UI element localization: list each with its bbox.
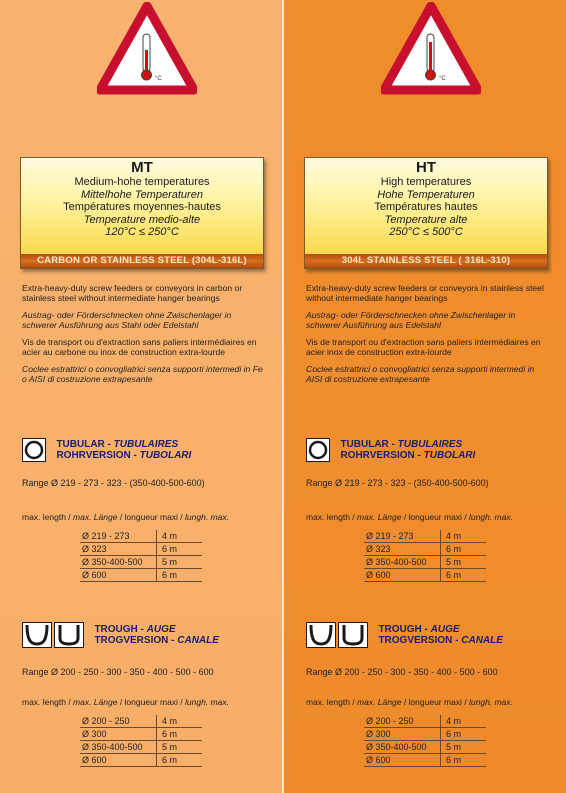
trough-title-en: TROUGH - xyxy=(94,624,147,635)
desc-de: Austrag- oder Förderschnecken ohne Zwischenlager in schwerer Ausführung aus Stahl oder Edelstahl xyxy=(22,310,232,330)
mt-code: MT xyxy=(131,159,153,176)
tubular-title-de: ROHRVERSION - xyxy=(340,450,424,461)
table-row: Ø 219 - 273 4 m xyxy=(80,530,202,543)
temp-line-en: High temperatures xyxy=(380,176,472,188)
temp-line-fr: Températures hautes xyxy=(374,201,478,213)
trough-length-table xyxy=(364,715,486,767)
thermometer-warning-triangle-icon xyxy=(381,2,481,97)
table-row: Ø 300 6 m xyxy=(80,728,202,741)
desc-en: Extra-heavy-duty screw feeders or conveyors in carbon or stainless steel without intermediate hanger bearings xyxy=(22,283,243,303)
temp-range: 120°C ≤ 250°C xyxy=(105,226,179,238)
tubular-title-en: TUBULAR - xyxy=(56,439,114,450)
table-row: Ø 600 6 m xyxy=(80,754,202,767)
trough-max-length: max. length / max. Länge / longueur maxi / lungh. max. xyxy=(306,697,513,707)
trough-range: Range Ø 200 - 250 - 300 - 350 - 400 - 500 - 600 xyxy=(22,667,214,677)
steel-bar: 304L STAINLESS STEEL ( 316L-310) xyxy=(305,254,547,268)
table-row: Ø 350-400-500 5 m xyxy=(364,741,486,754)
tubular-title-fr: TUBULAIRES xyxy=(397,439,463,450)
thermometer-warning-triangle-icon xyxy=(97,2,197,97)
tubular-title-it: TUBOLARI xyxy=(423,450,476,461)
svg-text:°C: °C xyxy=(439,76,446,82)
tubular-length-table xyxy=(80,530,202,582)
desc-de: Austrag- oder Förderschnecken ohne Zwischenlager in schwerer Ausführung aus Edelstahl xyxy=(306,310,516,330)
tubular-max-length: max. length / max. Länge / longueur maxi / lungh. max. xyxy=(306,512,513,522)
trough-title-it: CANALE xyxy=(177,635,219,646)
tubular-range: Range Ø 219 - 273 - 323 - (350-400-500-600) xyxy=(22,478,205,488)
tubular-max-length: max. length / max. Länge / longueur maxi / lungh. max. xyxy=(22,512,229,522)
temp-line-it: Temperature alte xyxy=(384,213,468,226)
table-row: Ø 600 6 m xyxy=(364,754,486,767)
table-row: Ø 600 6 m xyxy=(80,569,202,582)
temp-line-de: Hohe Temperaturen xyxy=(377,188,475,201)
mt-label xyxy=(20,157,264,269)
table-row: Ø 200 - 250 4 m xyxy=(80,715,202,728)
trough-title-de2: TROGVERSION - xyxy=(378,635,462,646)
mt-description xyxy=(22,283,267,391)
table-row: Ø 350-400-500 5 m xyxy=(364,556,486,569)
tubular-range: Range Ø 219 - 273 - 323 - (350-400-500-600) xyxy=(306,478,489,488)
tubular-length-table xyxy=(364,530,486,582)
tubular-title-fr: TUBULAIRES xyxy=(113,439,179,450)
desc-en: Extra-heavy-duty screw feeders or conveyors in stainless steel without intermediate hanger bearings xyxy=(306,283,544,303)
desc-fr: Vis de transport ou d'extraction sans paliers intermédiaires en acier inox de construction extra-lourde xyxy=(306,337,541,357)
steel-bar: CARBON OR STAINLESS STEEL (304L-316L) xyxy=(21,254,263,268)
svg-text:°C: °C xyxy=(155,76,162,82)
table-row: Ø 600 6 m xyxy=(364,569,486,582)
tubular-title-it: TUBOLARI xyxy=(139,450,192,461)
desc-it: Coclee estrattrici o convogliatrici senza supporti intermedi in AISI di costruzione extrapesante xyxy=(306,364,535,384)
circle-tube-icon xyxy=(306,438,330,462)
table-row: Ø 323 6 m xyxy=(364,543,486,556)
table-row: Ø 219 - 273 4 m xyxy=(364,530,486,543)
tubular-header xyxy=(22,438,191,462)
trough-title-de: AUGE xyxy=(430,624,460,635)
tubular-title-en: TUBULAR - xyxy=(340,439,398,450)
trough-length-table xyxy=(80,715,202,767)
tubular-title-de: ROHRVERSION - xyxy=(56,450,140,461)
temp-line-it: Temperature medio-alte xyxy=(83,213,201,226)
mt-column xyxy=(0,0,282,793)
desc-fr: Vis de transport ou d'extraction sans paliers intermédiaires en acier au carbone ou inox de construction extra-lourde xyxy=(22,337,257,357)
temp-range: 250°C ≤ 500°C xyxy=(389,226,463,238)
table-row: Ø 350-400-500 5 m xyxy=(80,556,202,569)
temp-line-de: Mittelhohe Temperaturen xyxy=(81,188,203,201)
trough-range: Range Ø 200 - 250 - 300 - 350 - 400 - 500 - 600 xyxy=(306,667,498,677)
circle-tube-icon xyxy=(22,438,46,462)
trough-header xyxy=(306,622,503,646)
trough-title-it: CANALE xyxy=(461,635,503,646)
table-row: Ø 350-400-500 5 m xyxy=(80,741,202,754)
table-row: Ø 200 - 250 4 m xyxy=(364,715,486,728)
u-trough-icon xyxy=(22,622,84,648)
ht-label xyxy=(304,157,548,269)
tubular-header xyxy=(306,438,475,462)
trough-title-de: AUGE xyxy=(146,624,176,635)
desc-it: Coclee estrattrici o convogliatrici senza supporti intermedi in Fe o AISI di costruzione extrapesante xyxy=(22,364,263,384)
trough-title-en: TROUGH - xyxy=(378,624,431,635)
temp-line-en: Medium-hohe temperatures xyxy=(74,176,210,188)
ht-description xyxy=(306,283,551,391)
table-row: Ø 300 6 m xyxy=(364,728,486,741)
table-row: Ø 323 6 m xyxy=(80,543,202,556)
u-trough-icon xyxy=(306,622,368,648)
trough-max-length: max. length / max. Länge / longueur maxi / lungh. max. xyxy=(22,697,229,707)
trough-title-de2: TROGVERSION - xyxy=(94,635,178,646)
trough-header xyxy=(22,622,219,646)
ht-code: HT xyxy=(416,159,436,176)
temp-line-fr: Températures moyennes-hautes xyxy=(63,201,221,213)
ht-column xyxy=(284,0,566,793)
